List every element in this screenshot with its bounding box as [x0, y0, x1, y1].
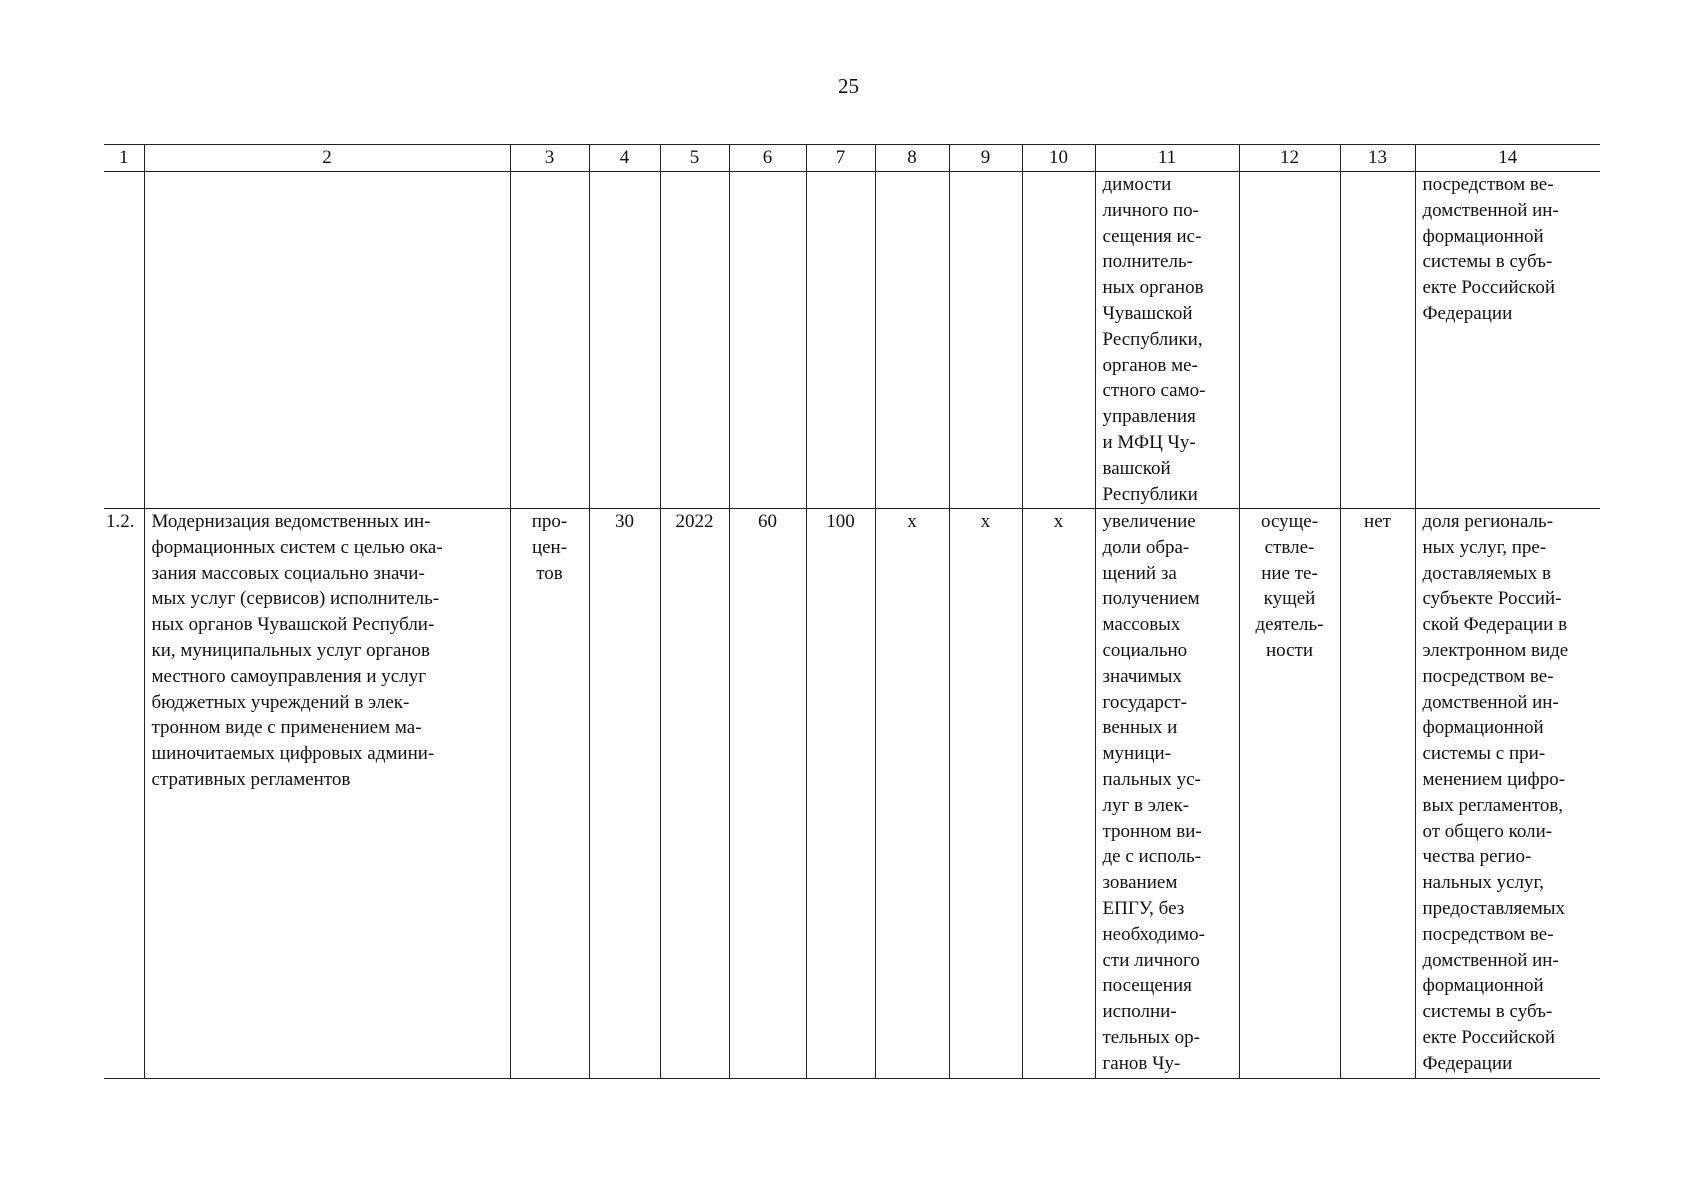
indicators-table [104, 144, 1600, 1079]
expected-result-text: увеличение доли обра- щений за получением массовых социально значимых государст- венных и муници- пальных ус- луг в элек- тронном ви- де с исполь- зованием ЕПГУ, без необходимо- сти личного посещения исполни- тельных ор- ганов Чу- [1095, 509, 1239, 1079]
header-col-4: 4 [589, 145, 660, 172]
cell-empty [104, 172, 144, 509]
cell-empty [660, 172, 729, 509]
continuation-result-text: димости личного по- сещения ис- полнитель- ных органов Чувашской Республики, органов ме- стного само- управления и МФЦ Чу- вашской Республики [1095, 172, 1239, 509]
table-row-1-2 [104, 509, 1600, 1079]
header-col-13: 13 [1340, 145, 1415, 172]
value-col-5: 2022 [660, 509, 729, 1079]
header-col-5: 5 [660, 145, 729, 172]
value-col-8: х [875, 509, 949, 1079]
header-col-2: 2 [144, 145, 510, 172]
header-col-11: 11 [1095, 145, 1239, 172]
cell-empty [510, 172, 589, 509]
cell-empty [1239, 172, 1340, 509]
continuation-indicator-text: посредством ве- домственной ин- формационной системы в субъ- екте Российской Федерации [1415, 172, 1600, 509]
page-number: 25 [838, 74, 859, 98]
cell-empty [589, 172, 660, 509]
cell-empty [949, 172, 1022, 509]
header-col-10: 10 [1022, 145, 1095, 172]
value-col-10: х [1022, 509, 1095, 1079]
value-col-6: 60 [729, 509, 806, 1079]
header-col-14: 14 [1415, 145, 1600, 172]
header-col-7: 7 [806, 145, 875, 172]
value-col-9: х [949, 509, 1022, 1079]
column-number-header [104, 145, 1600, 172]
row-number: 1.2. [104, 509, 144, 1079]
cell-empty [1022, 172, 1095, 509]
cell-empty [729, 172, 806, 509]
cell-empty [1340, 172, 1415, 509]
header-col-8: 8 [875, 145, 949, 172]
indicator-description-text: доля региональ- ных услуг, пре- доставляемых в субъекте Россий- ской Федерации в электронном виде посредством ве- домственной ин- формационной системы с при- менением цифро- вых регламентов, от общего коли- чества регио- нальных услуг, предоставляемых посредством ве- домственной ин- формационной системы в субъ- екте Российской Федерации [1415, 509, 1600, 1079]
unit-cell: про- цен- тов [510, 509, 589, 1079]
cell-empty [875, 172, 949, 509]
activity-type-text: осуще- ствле- ние те- кущей деятель- ности [1239, 509, 1340, 1079]
measure-name: Модернизация ведомственных ин- формационных систем с целью ока- зания массовых социально значи- мых услуг (сервисов) исполнитель- ных органов Чувашской Республи- ки, муниципальных услуг органов местного самоуправления и услуг бюджетных учреждений в элек- тронном виде с применением ма- шиночитаемых цифровых админи- стративных регламентов [144, 509, 510, 1079]
value-col-13: нет [1340, 509, 1415, 1079]
table-row-continuation [104, 172, 1600, 509]
cell-empty [806, 172, 875, 509]
value-col-4: 30 [589, 509, 660, 1079]
cell-empty [144, 172, 510, 509]
header-row [104, 145, 1600, 172]
header-col-9: 9 [949, 145, 1022, 172]
header-col-3: 3 [510, 145, 589, 172]
header-col-1: 1 [104, 145, 144, 172]
value-col-7: 100 [806, 509, 875, 1079]
header-col-6: 6 [729, 145, 806, 172]
header-col-12: 12 [1239, 145, 1340, 172]
